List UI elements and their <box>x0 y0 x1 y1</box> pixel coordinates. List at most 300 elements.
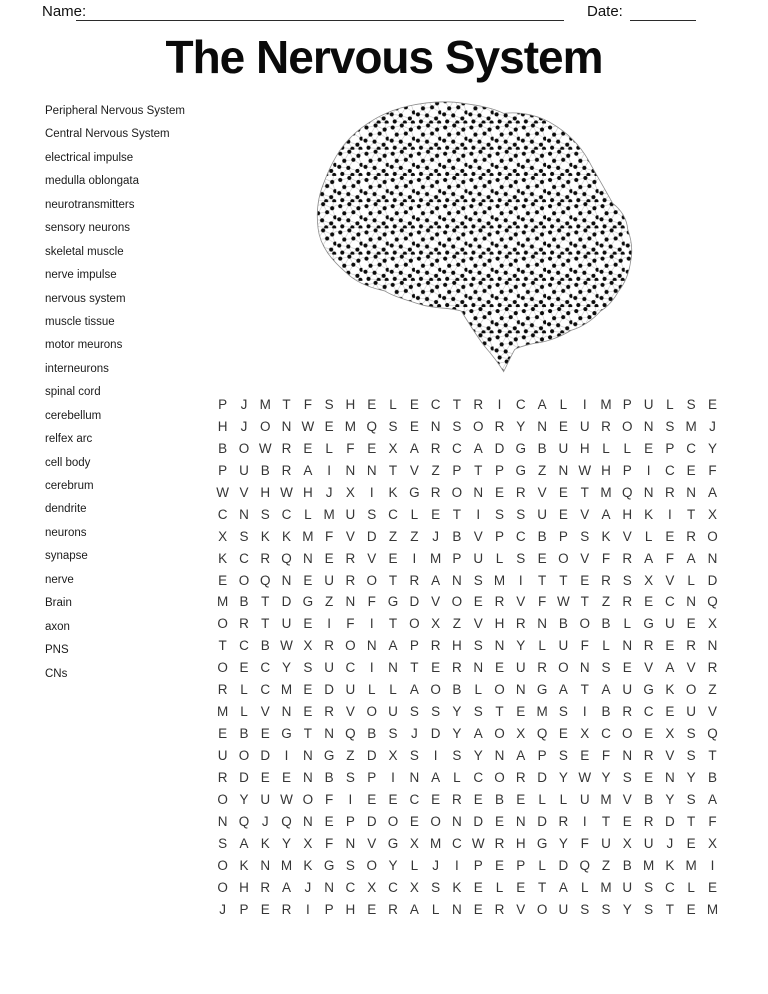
grid-letter: X <box>303 835 313 851</box>
word-list-item: synapse <box>45 550 88 563</box>
grid-letter: B <box>601 704 611 720</box>
grid-letter: L <box>602 638 610 654</box>
grid-letter: P <box>558 528 568 544</box>
grid-letter: F <box>601 550 611 566</box>
grid-letter: D <box>281 594 292 610</box>
grid-letter: M <box>323 506 335 522</box>
grid-letter: F <box>580 638 589 654</box>
grid-letter: V <box>622 791 632 807</box>
grid-letter: E <box>324 418 334 434</box>
grid-letter: B <box>324 769 334 785</box>
grid-letter: J <box>666 835 674 851</box>
grid-letter: N <box>430 418 441 434</box>
grid-letter: R <box>601 572 611 588</box>
grid-letter: L <box>538 791 546 807</box>
grid-letter: V <box>473 528 483 544</box>
grid-letter: R <box>217 682 228 698</box>
grid-letter: L <box>240 704 248 720</box>
grid-letter: T <box>388 572 398 588</box>
grid-letter: N <box>622 638 633 654</box>
grid-letter: M <box>280 857 293 873</box>
grid-letter: R <box>686 528 697 544</box>
grid-letter: X <box>388 748 398 763</box>
grid-letter: E <box>260 726 270 742</box>
grid-letter: Z <box>708 682 717 698</box>
grid-letter: Y <box>388 857 398 873</box>
word-list-item: cerebellum <box>45 409 102 422</box>
grid-letter: O <box>217 616 228 632</box>
grid-letter: U <box>665 616 675 632</box>
grid-letter: T <box>559 572 568 588</box>
grid-letter: C <box>260 682 271 698</box>
grid-letter: O <box>366 704 377 720</box>
grid-letter: E <box>516 704 526 720</box>
grid-letter: N <box>707 550 718 566</box>
word-list-item: cerebrum <box>45 480 94 492</box>
grid-letter: S <box>644 901 654 917</box>
grid-letter: V <box>345 528 355 544</box>
grid-letter: N <box>409 769 420 785</box>
grid-letter: O <box>494 682 505 698</box>
grid-letter: D <box>409 594 420 610</box>
grid-letter: G <box>536 682 548 698</box>
grid-letter: C <box>665 462 675 478</box>
grid-letter: L <box>410 857 419 873</box>
grid-letter: P <box>537 748 547 763</box>
grid-letter: A <box>537 397 547 412</box>
grid-letter: L <box>431 901 440 917</box>
grid-letter: E <box>495 813 505 829</box>
grid-letter: A <box>388 638 398 654</box>
grid-letter: F <box>346 616 355 632</box>
grid-letter: E <box>580 572 590 588</box>
grid-letter: T <box>303 726 312 742</box>
grid-letter: T <box>687 813 696 829</box>
grid-letter: R <box>622 550 633 566</box>
grid-letter: T <box>580 682 589 698</box>
grid-letter: T <box>687 506 696 522</box>
grid-letter: X <box>707 835 717 851</box>
grid-letter: Q <box>536 726 548 742</box>
grid-letter: S <box>260 506 270 522</box>
grid-letter: M <box>302 528 314 544</box>
grid-letter: G <box>387 835 399 851</box>
grid-letter: Q <box>622 484 633 500</box>
grid-letter: U <box>622 879 633 895</box>
grid-letter: E <box>707 397 717 412</box>
grid-letter: L <box>453 769 461 785</box>
grid-letter: P <box>473 857 483 873</box>
grid-letter: L <box>602 440 610 456</box>
date-blank-line <box>630 20 696 21</box>
grid-letter: O <box>451 484 463 500</box>
grid-letter: B <box>707 769 717 785</box>
grid-letter: U <box>537 506 547 522</box>
grid-letter: V <box>367 550 377 566</box>
grid-letter: E <box>303 682 313 698</box>
grid-letter: R <box>324 704 334 720</box>
grid-letter: M <box>536 704 548 720</box>
grid-letter: C <box>281 506 292 522</box>
grid-letter: L <box>687 879 695 895</box>
grid-letter: C <box>515 528 526 544</box>
grid-letter: S <box>239 528 249 544</box>
grid-letter: L <box>325 440 333 456</box>
grid-letter: O <box>217 879 228 895</box>
grid-letter: T <box>474 462 483 478</box>
grid-letter: H <box>515 835 526 851</box>
grid-letter: X <box>707 616 717 632</box>
grid-letter: E <box>303 704 313 720</box>
word-list-item: Peripheral Nervous System <box>45 105 185 117</box>
grid-letter: U <box>558 901 569 917</box>
grid-letter: C <box>260 660 271 676</box>
grid-letter: C <box>665 879 675 895</box>
grid-letter: K <box>260 528 270 544</box>
grid-letter: L <box>559 397 568 412</box>
grid-letter: J <box>410 726 418 742</box>
grid-letter: D <box>537 769 547 785</box>
word-list-item: nerve <box>45 573 74 586</box>
grid-letter: N <box>388 660 398 676</box>
grid-letter: Z <box>346 748 355 763</box>
grid-letter: B <box>452 682 462 698</box>
grid-letter: R <box>281 901 292 917</box>
grid-letter: N <box>515 813 526 829</box>
word-list-item: spinal cord <box>45 386 101 399</box>
word-list-item: nerve impulse <box>45 269 117 282</box>
grid-letter: S <box>324 397 334 412</box>
grid-letter: Z <box>601 594 611 610</box>
grid-letter: W <box>471 835 485 851</box>
grid-letter: L <box>538 857 546 873</box>
grid-letter: R <box>260 550 271 566</box>
grid-letter: V <box>431 594 441 610</box>
grid-letter: M <box>217 594 229 610</box>
grid-letter: J <box>240 397 248 412</box>
grid-letter: A <box>303 462 313 478</box>
grid-letter: Y <box>452 704 462 720</box>
grid-letter: O <box>409 616 420 632</box>
grid-letter: O <box>430 813 441 829</box>
grid-letter: N <box>643 484 654 500</box>
grid-letter: P <box>324 901 334 917</box>
grid-letter: Z <box>601 857 611 873</box>
grid-letter: C <box>239 550 249 566</box>
grid-letter: E <box>367 791 377 807</box>
grid-letter: J <box>261 813 269 829</box>
grid-letter: Z <box>452 616 462 632</box>
grid-letter: G <box>536 835 548 851</box>
grid-letter: S <box>601 660 611 676</box>
grid-letter: P <box>665 440 675 456</box>
grid-letter: A <box>431 769 441 785</box>
grid-letter: R <box>388 901 398 917</box>
grid-letter: S <box>303 660 313 676</box>
grid-letter: P <box>495 528 505 544</box>
grid-letter: O <box>472 418 484 434</box>
grid-letter: C <box>665 594 675 610</box>
grid-letter: K <box>644 506 654 522</box>
grid-letter: U <box>281 616 292 632</box>
grid-letter: Z <box>325 594 334 610</box>
grid-letter: L <box>580 879 589 895</box>
grid-letter: P <box>218 462 228 478</box>
word-list <box>45 100 185 686</box>
grid-letter: A <box>644 550 654 566</box>
grid-letter: E <box>409 418 419 434</box>
grid-letter: A <box>409 901 419 917</box>
word-list-item: motor meurons <box>45 339 123 352</box>
grid-letter: N <box>622 748 633 763</box>
grid-letter: N <box>686 594 697 610</box>
grid-letter: D <box>366 528 377 544</box>
grid-letter: R <box>452 660 462 676</box>
grid-letter: C <box>452 835 462 851</box>
grid-letter: C <box>473 769 484 785</box>
grid-letter: O <box>558 660 569 676</box>
grid-letter: Q <box>238 813 250 829</box>
grid-letter: G <box>515 440 527 456</box>
grid-letter: X <box>409 835 419 851</box>
grid-letter: E <box>558 484 568 500</box>
grid-letter: N <box>686 484 697 500</box>
grid-letter: H <box>302 484 313 500</box>
grid-letter: N <box>558 462 569 478</box>
grid-letter: K <box>239 857 249 873</box>
grid-letter: A <box>282 879 292 895</box>
grid-letter: E <box>367 397 377 412</box>
grid-letter: R <box>452 791 462 807</box>
grid-letter: C <box>388 879 398 895</box>
grid-letter: C <box>643 704 654 720</box>
grid-letter: M <box>429 550 442 566</box>
grid-letter: X <box>516 726 526 742</box>
grid-letter: F <box>325 791 334 807</box>
grid-letter: D <box>366 748 377 763</box>
grid-letter: U <box>558 440 569 456</box>
grid-letter: N <box>302 813 313 829</box>
grid-letter: R <box>430 484 441 500</box>
grid-letter: E <box>644 769 654 785</box>
grid-letter: S <box>601 901 611 917</box>
grid-letter: S <box>665 418 675 434</box>
grid-letter: F <box>346 440 355 456</box>
grid-letter: E <box>707 879 717 895</box>
grid-letter: I <box>305 901 310 917</box>
grid-letter: E <box>473 879 483 895</box>
grid-letter: M <box>280 682 293 698</box>
grid-letter: L <box>495 550 504 566</box>
grid-letter: Y <box>282 835 292 851</box>
grid-letter: W <box>280 484 293 500</box>
grid-letter: E <box>665 638 675 654</box>
grid-letter: S <box>452 418 462 434</box>
grid-letter: O <box>558 550 569 566</box>
grid-letter: Y <box>239 791 249 807</box>
grid-letter: V <box>345 704 355 720</box>
grid-letter: S <box>345 769 355 785</box>
word-list-item: sensory neurons <box>45 222 131 235</box>
grid-letter: F <box>708 813 717 829</box>
grid-letter: W <box>557 594 570 610</box>
grid-letter: S <box>473 638 483 654</box>
grid-letter: H <box>494 616 505 632</box>
grid-letter: V <box>580 550 590 566</box>
word-list-item: medulla oblongata <box>45 175 139 188</box>
grid-letter: O <box>238 748 250 763</box>
grid-letter: A <box>601 682 611 698</box>
grid-letter: E <box>367 901 377 917</box>
grid-letter: R <box>515 769 526 785</box>
grid-letter: Y <box>516 418 526 434</box>
grid-letter: U <box>345 506 356 522</box>
grid-letter: T <box>495 704 504 720</box>
grid-letter: O <box>366 572 377 588</box>
grid-letter: K <box>218 550 228 566</box>
grid-letter: Q <box>259 572 271 588</box>
grid-letter: V <box>516 594 526 610</box>
grid-letter: N <box>515 682 526 698</box>
grid-letter: U <box>324 572 334 588</box>
grid-letter: N <box>239 506 249 522</box>
grid-letter: N <box>302 769 313 785</box>
grid-letter: L <box>389 397 397 412</box>
grid-letter: T <box>452 397 462 412</box>
grid-letter: Y <box>558 835 568 851</box>
grid-letter: W <box>216 484 230 500</box>
grid-letter: V <box>580 506 590 522</box>
date-label: Date: <box>587 3 623 20</box>
grid-letter: W <box>578 769 592 785</box>
grid-letter: I <box>327 616 332 632</box>
grid-letter: O <box>345 638 356 654</box>
grid-letter: X <box>580 726 590 742</box>
grid-letter: B <box>239 594 249 610</box>
grid-letter: S <box>388 418 398 434</box>
grid-letter: S <box>622 572 632 588</box>
grid-letter: R <box>494 835 505 851</box>
grid-letter: E <box>218 726 228 742</box>
grid-letter: S <box>686 726 696 742</box>
grid-letter: M <box>493 572 506 588</box>
grid-letter: N <box>366 462 377 478</box>
word-list-item: axon <box>45 620 70 633</box>
grid-letter: E <box>516 791 526 807</box>
grid-letter: R <box>281 462 292 478</box>
grid-letter: A <box>409 440 419 456</box>
grid-letter: J <box>432 857 439 873</box>
grid-letter: E <box>558 726 568 742</box>
grid-letter: O <box>494 726 505 742</box>
grid-letter: V <box>260 704 270 720</box>
word-list-item: nervous system <box>45 292 126 305</box>
grid-letter: I <box>518 572 523 588</box>
grid-letter: A <box>239 835 249 851</box>
grid-letter: S <box>580 901 590 917</box>
grid-letter: H <box>452 638 462 654</box>
word-list-item: Central Nervous System <box>45 128 170 141</box>
grid-letter: X <box>665 726 675 742</box>
name-blank-line <box>76 20 564 21</box>
grid-letter: P <box>622 462 632 478</box>
grid-letter: E <box>409 397 419 412</box>
word-list-item: skeletal muscle <box>45 245 124 258</box>
grid-letter: L <box>666 397 674 412</box>
grid-letter: E <box>409 813 419 829</box>
grid-letter: M <box>600 791 612 807</box>
grid-letter: J <box>709 418 716 434</box>
grid-letter: D <box>537 813 547 829</box>
grid-letter: R <box>217 769 228 785</box>
grid-letter: R <box>643 638 654 654</box>
grid-letter: M <box>259 397 271 412</box>
grid-letter: I <box>412 550 417 566</box>
grid-letter: E <box>239 660 249 676</box>
grid-letter: Y <box>516 638 526 654</box>
grid-letter: L <box>474 682 482 698</box>
grid-letter: H <box>345 901 356 917</box>
grid-letter: N <box>324 879 334 895</box>
grid-letter: U <box>239 462 249 478</box>
grid-letter: D <box>494 440 505 456</box>
grid-letter: V <box>644 660 654 676</box>
grid-letter: O <box>366 857 377 873</box>
grid-letter: F <box>708 462 717 478</box>
grid-letter: R <box>430 638 441 654</box>
grid-letter: E <box>580 748 590 763</box>
grid-letter: E <box>686 835 696 851</box>
grid-letter: C <box>686 440 697 456</box>
grid-letter: S <box>686 748 696 763</box>
grid-letter: M <box>600 879 612 895</box>
grid-letter: T <box>537 879 547 895</box>
grid-letter: E <box>218 572 228 588</box>
grid-letter: B <box>622 857 632 873</box>
grid-letter: T <box>388 462 398 478</box>
grid-letter: C <box>239 638 249 654</box>
grid-letter: P <box>409 638 419 654</box>
grid-letter: Y <box>452 726 462 742</box>
grid-letter: B <box>537 528 547 544</box>
grid-letter: O <box>259 418 271 434</box>
grid-letter: B <box>452 528 462 544</box>
grid-letter: T <box>580 484 589 500</box>
grid-letter: E <box>260 901 270 917</box>
grid-letter: I <box>455 857 459 873</box>
grid-letter: L <box>240 682 248 698</box>
grid-letter: O <box>536 901 548 917</box>
grid-letter: E <box>644 726 654 742</box>
grid-letter: P <box>516 857 526 873</box>
grid-letter: G <box>643 682 654 698</box>
grid-letter: I <box>369 616 374 632</box>
grid-letter: A <box>558 879 568 895</box>
grid-letter: W <box>280 638 293 654</box>
grid-letter: O <box>302 791 314 807</box>
grid-letter: D <box>239 769 249 785</box>
grid-letter: N <box>217 813 228 829</box>
grid-letter: N <box>324 726 334 742</box>
grid-letter: L <box>538 638 546 654</box>
grid-letter: S <box>409 748 419 763</box>
grid-letter: O <box>387 813 399 829</box>
grid-letter: L <box>687 572 695 588</box>
grid-letter: H <box>217 418 228 434</box>
grid-letter: N <box>366 638 377 654</box>
grid-letter: T <box>708 748 717 763</box>
grid-letter: E <box>260 769 270 785</box>
